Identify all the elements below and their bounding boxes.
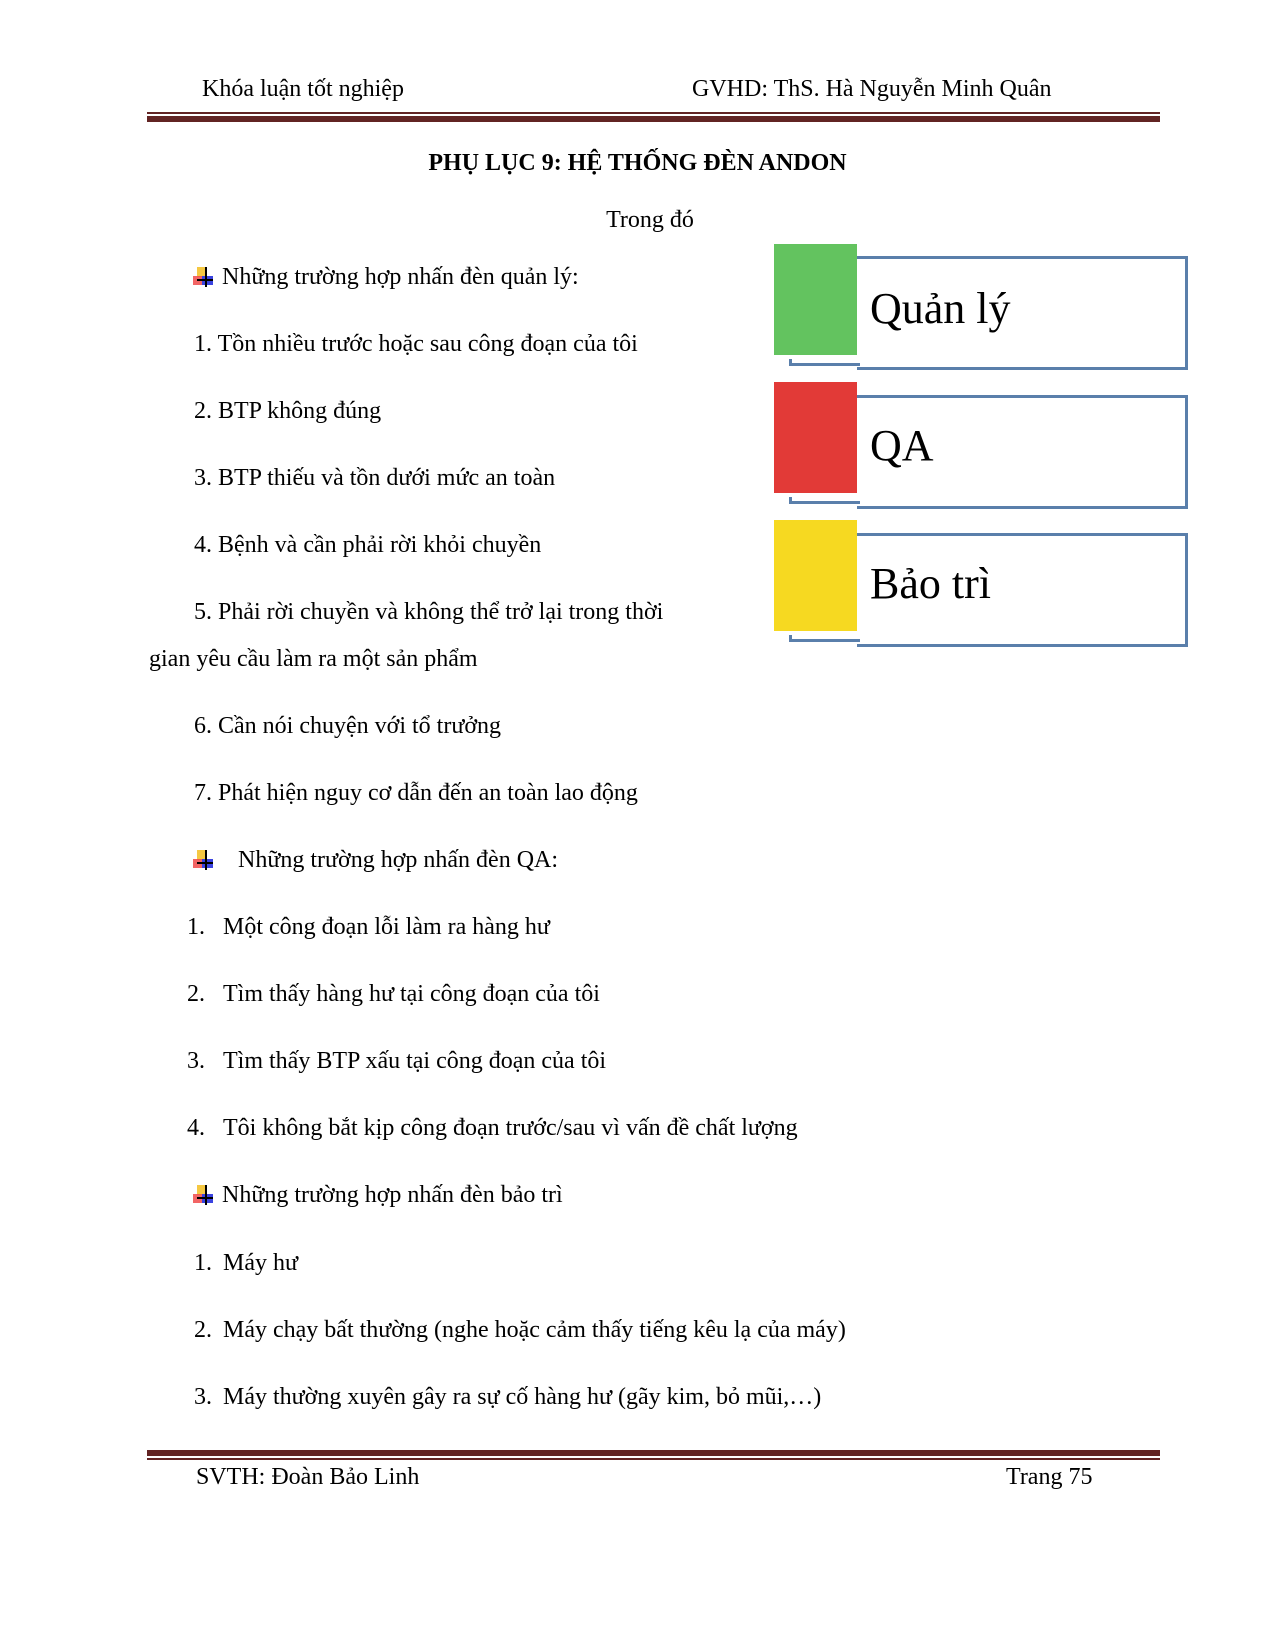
list-item: 2. BTP không đúng <box>194 398 382 424</box>
subtitle: Trong đó <box>606 207 694 233</box>
list-item-number: 3. <box>194 1384 212 1410</box>
list-item: Tìm thấy hàng hư tại công đoạn của tôi <box>223 981 600 1007</box>
list-item-number: 2. <box>187 981 205 1007</box>
list-item: 1. Tồn nhiều trước hoặc sau công đoạn của tôi <box>194 331 638 357</box>
list-item-number: 4. <box>187 1115 205 1141</box>
list-item: Tôi không bắt kịp công đoạn trước/sau vì vấn đề chất lượng <box>223 1115 798 1141</box>
lamp-label: Quản lý <box>870 284 1011 333</box>
lamp-box-tick <box>789 497 860 504</box>
red-light-square <box>774 382 857 493</box>
yellow-light-square <box>774 520 857 631</box>
header-rule-thin <box>147 112 1160 114</box>
list-item-number: 1. <box>194 1250 212 1276</box>
header-rule-thick <box>147 116 1160 122</box>
list-item: 3. BTP thiếu và tồn dưới mức an toàn <box>194 465 556 491</box>
header-right-text: GVHD: ThS. Hà Nguyễn Minh Quân <box>692 76 1052 102</box>
bullet-icon <box>193 850 213 870</box>
list-item: Một công đoạn lỗi làm ra hàng hư <box>223 914 550 940</box>
lamp-box-tick <box>789 359 860 366</box>
list-item-number: 3. <box>187 1048 205 1074</box>
green-light-square <box>774 244 857 355</box>
footer-rule-thin <box>147 1458 1160 1460</box>
section-heading-management: Những trường hợp nhấn đèn quản lý: <box>222 264 579 290</box>
lamp-box-tick <box>789 635 860 642</box>
bullet-icon <box>193 267 213 287</box>
list-item: 6. Cần nói chuyện với tổ trưởng <box>194 713 502 739</box>
list-item: 7. Phát hiện nguy cơ dẫn đến an toàn lao động <box>194 780 638 806</box>
list-item-number: 2. <box>194 1317 212 1343</box>
section-heading-qa: Những trường hợp nhấn đèn QA: <box>238 847 559 873</box>
lamp-label: Bảo trì <box>870 559 991 608</box>
list-item: Máy chạy bất thường (nghe hoặc cảm thấy tiếng kêu lạ của máy) <box>223 1317 846 1343</box>
list-item: 4. Bệnh và cần phải rời khỏi chuyền <box>194 532 542 558</box>
list-item: Máy thường xuyên gây ra sự cố hàng hư (gãy kim, bỏ mũi,…) <box>223 1384 822 1410</box>
header-left-text: Khóa luận tốt nghiệp <box>202 76 404 102</box>
footer-rule-thick <box>147 1450 1160 1456</box>
list-item-number: 1. <box>187 914 205 940</box>
list-item: Máy hư <box>223 1250 298 1276</box>
section-heading-maintenance: Những trường hợp nhấn đèn bảo trì <box>222 1182 563 1208</box>
list-item-continuation: gian yêu cầu làm ra một sản phẩm <box>149 646 478 672</box>
page-number: Trang 75 <box>1006 1464 1093 1490</box>
bullet-icon <box>193 1185 213 1205</box>
page-title: PHỤ LỤC 9: HỆ THỐNG ĐÈN ANDON <box>428 150 847 176</box>
footer-left-text: SVTH: Đoàn Bảo Linh <box>196 1464 420 1490</box>
lamp-label: QA <box>870 421 934 470</box>
list-item: Tìm thấy BTP xấu tại công đoạn của tôi <box>223 1048 607 1074</box>
list-item: 5. Phải rời chuyền và không thể trở lại trong thời <box>194 599 664 625</box>
